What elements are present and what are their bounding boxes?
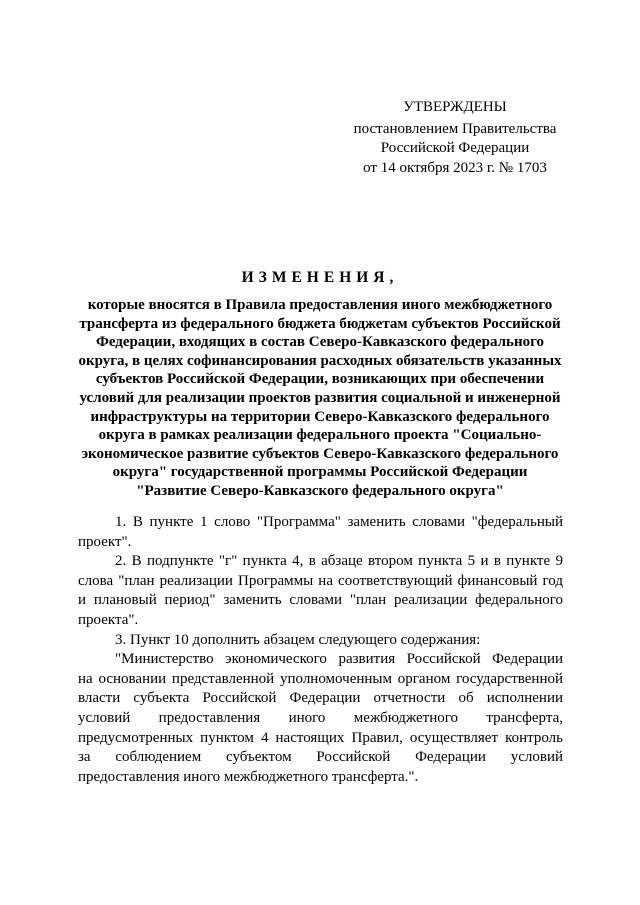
body-line: 3. Пункт 10 дополнить абзацем следующего содержания: (115, 631, 481, 648)
document-subtitle (70, 296, 570, 501)
body-line: 1. В пункте 1 слово "Программа" заменить словами "федеральный (115, 514, 563, 530)
subtitle-line: условий для реализации проектов развития социальной и инженерной (79, 389, 561, 406)
subtitle-line: Федерации, входящих в состав Северо-Кавказского федерального (95, 334, 545, 351)
body-line: предусмотренных пунктом 4 настоящих Правил, осуществляет контроль (78, 729, 563, 746)
body-line: 2. В подпункте "г" пункта 4, в абзаце втором пункта 5 и в пункте 9 (115, 553, 563, 570)
body-line: условий предоставления иного межбюджетного трансферта, (78, 709, 563, 726)
body-line: проект". (78, 533, 132, 550)
document-title: ИЗМЕНЕНИЯ, (241, 269, 399, 286)
body-line: и плановый период" заменить словами "план реализации федерального (78, 592, 563, 609)
body-line: за соблюдением субъектом Российской Федерации условий (78, 749, 563, 766)
subtitle-line: округа, в целях софинансирования расходных обязательств указанных (78, 352, 562, 369)
subtitle-line: которые вносятся в Правила предоставления иного межбюджетного (87, 297, 553, 313)
body-line: проекта". (78, 611, 139, 628)
body-line: "Министерство экономического развития Российской Федерации (115, 651, 563, 668)
document-body (78, 513, 563, 787)
approval-line: от 14 октября 2023 г. № 1703 (363, 159, 547, 176)
approval-line: постановлением Правительства (353, 120, 557, 137)
approval-heading: УТВЕРЖДЕНЫ (403, 99, 507, 115)
subtitle-line: инфраструктуры на территории Северо-Кавказского федерального (90, 408, 550, 425)
body-line: на основании представленной уполномоченным органом государственной (78, 670, 563, 687)
subtitle-line: трансферта из федерального бюджета бюджетам субъектов Российской (79, 315, 561, 332)
subtitle-line: экономическое развитие субъектов Северо-Кавказского федерального (81, 445, 559, 462)
body-line: предоставления иного межбюджетного трансферта.". (78, 768, 419, 785)
subtitle-line: субъектов Российской Федерации, возникающих при обеспечении (95, 371, 545, 388)
subtitle-line: "Развитие Северо-Кавказского федерального округа" (136, 482, 504, 499)
subtitle-line: округа" государственной программы Российской Федерации (112, 464, 528, 481)
approval-block (340, 98, 570, 178)
body-line: слова "план реализации Программы на соответствующий финансовый год (78, 572, 563, 589)
subtitle-line: округа в рамках реализации федерального проекта "Социально- (98, 427, 542, 444)
approval-line: Российской Федерации (380, 140, 530, 156)
body-line: власти субъекта Российской Федерации отчетности об исполнении (78, 690, 563, 707)
